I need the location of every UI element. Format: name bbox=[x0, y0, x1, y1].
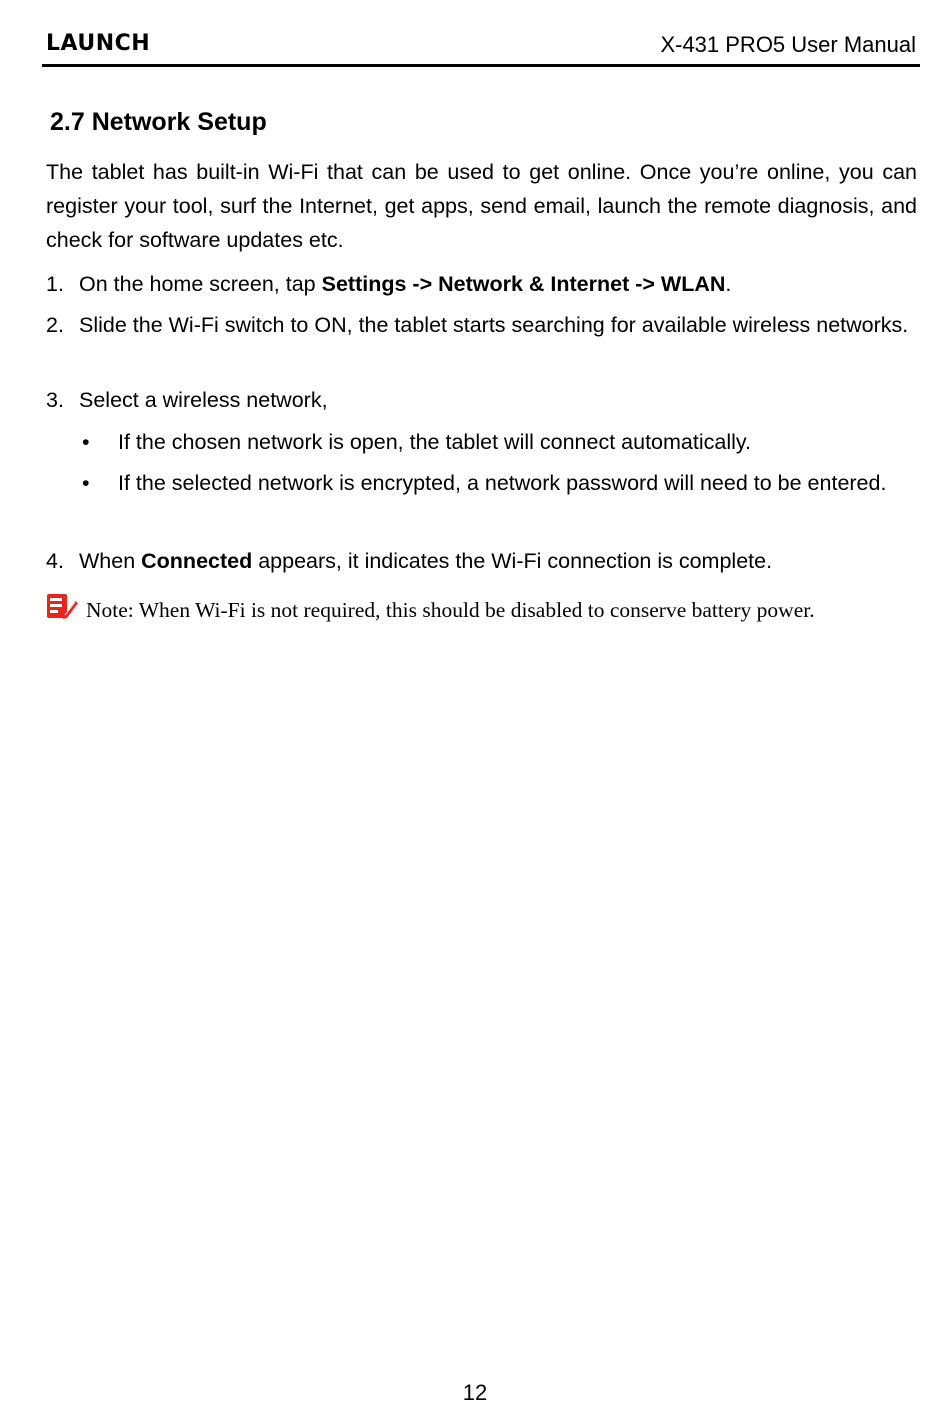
step-number: 2. bbox=[46, 313, 64, 337]
section-title: 2.7 Network Setup bbox=[50, 108, 267, 136]
bullet-item bbox=[82, 466, 917, 500]
bullet-text: If the chosen network is open, the tablet will connect automatically. bbox=[118, 430, 752, 454]
bullet-glyph: • bbox=[82, 430, 90, 454]
bullet-item bbox=[82, 425, 917, 459]
note-pencil-icon bbox=[46, 592, 78, 622]
step-number: 4. bbox=[46, 549, 64, 573]
note-block bbox=[46, 592, 917, 627]
step-4 bbox=[46, 544, 917, 578]
step-number: 1. bbox=[46, 272, 64, 296]
manual-title: X-431 PRO5 User Manual bbox=[660, 32, 916, 57]
page-header bbox=[42, 28, 920, 67]
note-text: Note: When Wi-Fi is not required, this should be disabled to conserve battery power. bbox=[86, 598, 815, 622]
step-text: Slide the Wi-Fi switch to ON, the tablet starts searching for available wireless networks. bbox=[79, 313, 909, 337]
step-1 bbox=[46, 267, 917, 301]
step-2 bbox=[46, 308, 917, 342]
step-text bbox=[79, 267, 917, 301]
step-text: Select a wireless network, bbox=[79, 388, 328, 412]
bullet-text: If the selected network is encrypted, a network password will need to be entered. bbox=[118, 471, 887, 495]
step-text-prefix: When bbox=[79, 549, 142, 573]
page-number: 12 bbox=[462, 1380, 488, 1405]
step-text bbox=[79, 544, 917, 578]
step-menu-path: Settings -> Network & Internet -> WLAN bbox=[321, 272, 726, 296]
brand-logo: LAUNCH bbox=[46, 31, 151, 56]
step-text-prefix: On the home screen, tap bbox=[79, 272, 322, 296]
step-number: 3. bbox=[46, 388, 64, 412]
bullet-glyph: • bbox=[82, 471, 90, 495]
intro-paragraph: The tablet has built-in Wi-Fi that can be used to get online. Once you’re online, you can register your tool, surf the Internet, get apps, send email, launch the remote diagnosis, and check for software updates etc. bbox=[46, 160, 917, 252]
step-text-suffix: appears, it indicates the Wi-Fi connection is complete. bbox=[252, 549, 773, 573]
step-status-word: Connected bbox=[141, 549, 253, 573]
step-3 bbox=[46, 383, 917, 417]
step-text-suffix: . bbox=[725, 272, 732, 296]
